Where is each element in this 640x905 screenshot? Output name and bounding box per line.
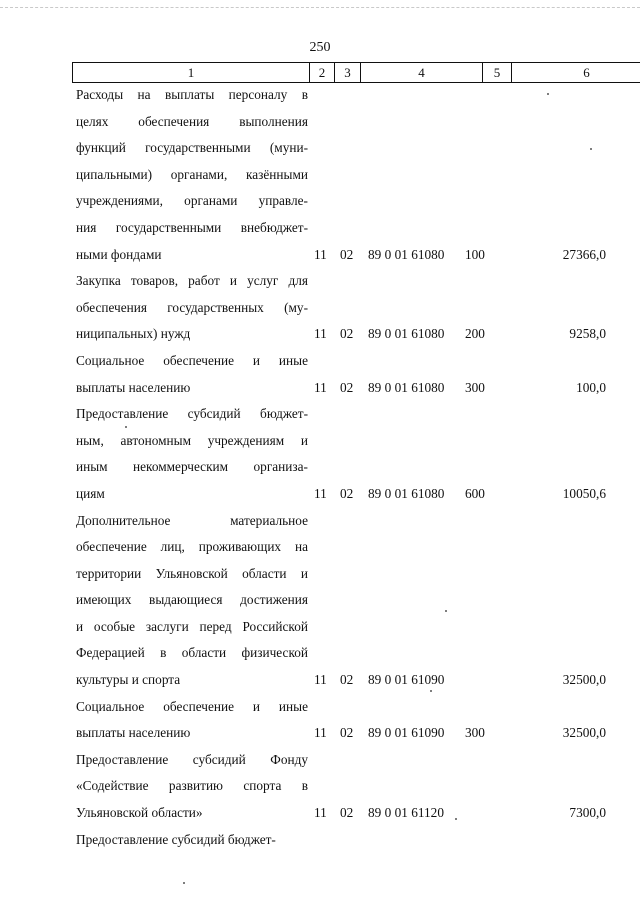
- cell-c3: 02: [340, 246, 354, 262]
- description-line: Ульяновской области»: [76, 805, 203, 821]
- cell-c5: 300: [465, 725, 485, 741]
- description-line: Предоставление субсидий бюджет-: [76, 831, 276, 847]
- table-row: [0, 747, 640, 827]
- description-line: ным, автономным учреждениям и: [76, 432, 308, 448]
- header-col-2: 2: [310, 63, 335, 82]
- description-line: Дополнительное материальное: [76, 512, 308, 528]
- scan-speck: [183, 882, 185, 884]
- description-line: Социальное обеспечение и иные: [76, 698, 308, 714]
- scan-speck: [547, 93, 549, 95]
- cell-c3: 02: [340, 805, 354, 821]
- description-line: целях обеспечения выполнения: [76, 113, 308, 129]
- table-row: [0, 82, 640, 268]
- table-row: [0, 694, 640, 747]
- header-col-5: 5: [483, 63, 512, 82]
- header-col-3: 3: [335, 63, 361, 82]
- description-line: Социальное обеспечение и иные: [76, 352, 308, 368]
- table-row: [0, 348, 640, 401]
- cell-c2: 11: [314, 672, 327, 688]
- row-description: [76, 694, 308, 747]
- description-line: и особые заслуги перед Российской: [76, 618, 308, 634]
- row-description: [76, 747, 308, 827]
- cell-c6: 32500,0: [562, 725, 606, 741]
- description-line: ниципальных) нужд: [76, 326, 191, 342]
- description-line: Предоставление субсидий Фонду: [76, 751, 308, 767]
- cell-c5: 600: [465, 485, 485, 501]
- scan-speck: [455, 818, 457, 820]
- row-description: [76, 827, 308, 854]
- table-header: [72, 62, 640, 83]
- row-description: [76, 348, 308, 401]
- scan-speck: [590, 148, 592, 150]
- row-description: [76, 508, 308, 694]
- description-line: Расходы на выплаты персоналу в: [76, 87, 308, 102]
- cell-c4: 89 0 01 61090: [368, 725, 445, 741]
- scan-speck: [445, 610, 447, 612]
- scan-speck: [430, 690, 432, 692]
- cell-c4: 89 0 01 61080: [368, 485, 445, 501]
- cell-c3: 02: [340, 485, 354, 501]
- cell-c6: 10050,6: [562, 485, 606, 501]
- cell-c2: 11: [314, 326, 327, 342]
- cell-c3: 02: [340, 725, 354, 741]
- cell-c6: 100,0: [576, 379, 606, 395]
- cell-c2: 11: [314, 246, 327, 262]
- row-description: [76, 82, 308, 268]
- scan-edge: [0, 7, 640, 8]
- cell-c6: 27366,0: [562, 246, 606, 262]
- cell-c5: 200: [465, 326, 485, 342]
- cell-c4: 89 0 01 61080: [368, 246, 445, 262]
- table-row: [0, 268, 640, 348]
- page-number: 250: [309, 40, 331, 55]
- description-line: имеющих выдающиеся достижения: [76, 592, 308, 608]
- cell-c2: 11: [314, 725, 327, 741]
- description-line: функций государственными (муни-: [76, 140, 308, 156]
- description-line: выплаты населению: [76, 725, 191, 741]
- cell-c5: 100: [465, 246, 485, 262]
- cell-c6: 32500,0: [562, 672, 606, 688]
- cell-c6: 9258,0: [569, 326, 606, 342]
- description-line: Федерацией в области физической: [76, 645, 308, 661]
- cell-c6: 7300,0: [569, 805, 606, 821]
- description-line: ципальными) органами, казёнными: [76, 166, 308, 182]
- description-line: обеспечение лиц, проживающих на: [76, 539, 308, 555]
- cell-c5: 300: [465, 379, 485, 395]
- description-line: циям: [76, 485, 105, 501]
- description-line: учреждениями, органами управле-: [76, 193, 308, 209]
- cell-c2: 11: [314, 805, 327, 821]
- header-col-1: 1: [73, 63, 310, 82]
- table-row: [0, 827, 640, 854]
- cell-c4: 89 0 01 61090: [368, 672, 445, 688]
- cell-c3: 02: [340, 379, 354, 395]
- description-line: ными фондами: [76, 246, 162, 262]
- row-description: [76, 401, 308, 507]
- header-col-6: 6: [583, 65, 590, 80]
- cell-c3: 02: [340, 326, 354, 342]
- description-line: иным некоммерческим организа-: [76, 459, 308, 475]
- scan-speck: [125, 426, 127, 428]
- description-line: обеспечения государственных (му-: [76, 299, 308, 315]
- cell-c2: 11: [314, 485, 327, 501]
- cell-c3: 02: [340, 672, 354, 688]
- description-line: территории Ульяновской области и: [76, 565, 308, 581]
- cell-c4: 89 0 01 61120: [368, 805, 444, 821]
- description-line: Предоставление субсидий бюджет-: [76, 406, 308, 422]
- cell-c4: 89 0 01 61080: [368, 326, 445, 342]
- description-line: ния государственными внебюджет-: [76, 219, 308, 235]
- cell-c2: 11: [314, 379, 327, 395]
- table-row: [0, 401, 640, 507]
- description-line: выплаты населению: [76, 379, 191, 395]
- table-row: [0, 508, 640, 694]
- description-line: «Содействие развитию спорта в: [76, 778, 308, 794]
- header-col-4: 4: [361, 63, 483, 82]
- table-body: [0, 82, 640, 853]
- cell-c4: 89 0 01 61080: [368, 379, 445, 395]
- description-line: культуры и спорта: [76, 672, 181, 688]
- description-line: Закупка товаров, работ и услуг для: [76, 273, 308, 289]
- row-description: [76, 268, 308, 348]
